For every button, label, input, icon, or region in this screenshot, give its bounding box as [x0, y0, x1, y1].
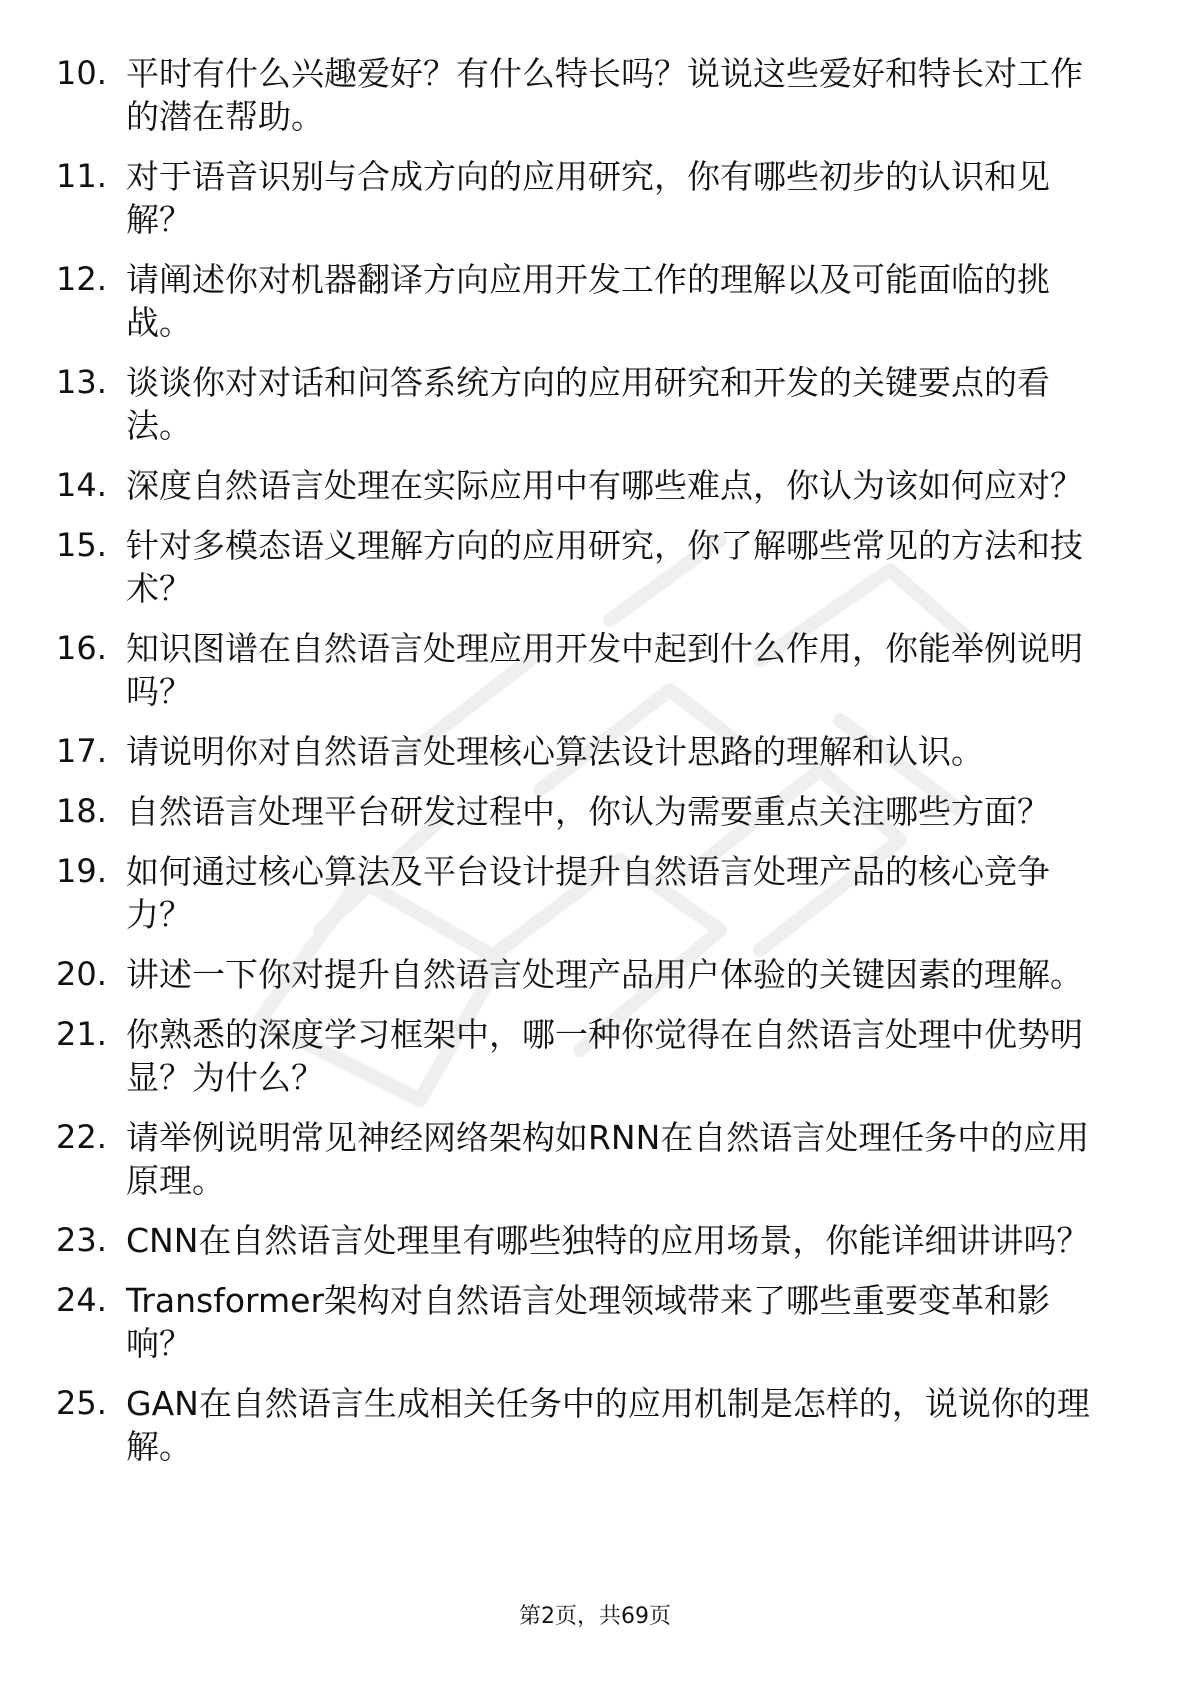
question-text: 请阐述你对机器翻译方向应用开发工作的理解以及可能面临的挑战。: [126, 260, 1050, 342]
page-number: 第2页，共69页: [519, 1604, 671, 1629]
question-number: 10.: [56, 54, 107, 92]
question-list: [56, 52, 1136, 1485]
question-number: 25.: [56, 1384, 107, 1422]
list-item: [56, 627, 1136, 713]
question-number: 20.: [56, 955, 107, 993]
question-number: 23.: [56, 1221, 107, 1259]
question-number: 14.: [56, 466, 107, 504]
question-text: 自然语言处理平台研发过程中，你认为需要重点关注哪些方面？: [126, 792, 1050, 831]
question-text: GAN在自然语言生成相关任务中的应用机制是怎样的，说说你的理解。: [126, 1384, 1090, 1466]
list-item: [56, 850, 1136, 936]
list-item: [56, 953, 1136, 996]
question-text: 深度自然语言处理在实际应用中有哪些难点，你认为该如何应对？: [126, 466, 1083, 505]
question-text: 知识图谱在自然语言处理应用开发中起到什么作用，你能举例说明吗？: [126, 629, 1083, 711]
question-text: 如何通过核心算法及平台设计提升自然语言处理产品的核心竞争力？: [126, 852, 1050, 934]
question-text: Transformer架构对自然语言处理领域带来了哪些重要变革和影响？: [126, 1281, 1051, 1363]
list-item: [56, 361, 1136, 447]
question-text: CNN在自然语言处理里有哪些独特的应用场景，你能详细讲讲吗？: [126, 1221, 1090, 1260]
question-text: 针对多模态语义理解方向的应用研究，你了解哪些常见的方法和技术？: [126, 526, 1083, 608]
question-text: 请举例说明常见神经网络架构如RNN在自然语言处理任务中的应用原理。: [126, 1118, 1090, 1200]
list-item: [56, 1279, 1136, 1365]
list-item: [56, 258, 1136, 344]
question-text: 你熟悉的深度学习框架中，哪一种你觉得在自然语言处理中优势明显？为什么？: [126, 1015, 1083, 1097]
question-text: 对于语音识别与合成方向的应用研究，你有哪些初步的认识和见解？: [126, 157, 1050, 239]
list-item: [56, 524, 1136, 610]
question-number: 24.: [56, 1281, 107, 1319]
question-number: 21.: [56, 1015, 107, 1053]
list-item: [56, 464, 1136, 507]
list-item: [56, 155, 1136, 241]
list-item: [56, 1116, 1136, 1202]
question-number: 19.: [56, 852, 107, 890]
question-number: 15.: [56, 526, 107, 564]
list-item: [56, 730, 1136, 773]
question-number: 22.: [56, 1118, 107, 1156]
question-text: 请说明你对自然语言处理核心算法设计思路的理解和认识。: [126, 732, 984, 771]
question-number: 16.: [56, 629, 107, 667]
list-item: [56, 52, 1136, 138]
question-number: 13.: [56, 363, 107, 401]
list-item: [56, 1013, 1136, 1099]
question-text: 谈谈你对对话和问答系统方向的应用研究和开发的关键要点的看法。: [126, 363, 1050, 445]
question-text: 平时有什么兴趣爱好？有什么特长吗？说说这些爱好和特长对工作的潜在帮助。: [126, 54, 1083, 136]
question-text: 讲述一下你对提升自然语言处理产品用户体验的关键因素的理解。: [126, 955, 1083, 994]
question-number: 17.: [56, 732, 107, 770]
list-item: [56, 1382, 1136, 1468]
question-number: 11.: [56, 157, 107, 195]
question-number: 18.: [56, 792, 107, 830]
question-number: 12.: [56, 260, 107, 298]
list-item: [56, 790, 1136, 833]
list-item: [56, 1219, 1136, 1262]
